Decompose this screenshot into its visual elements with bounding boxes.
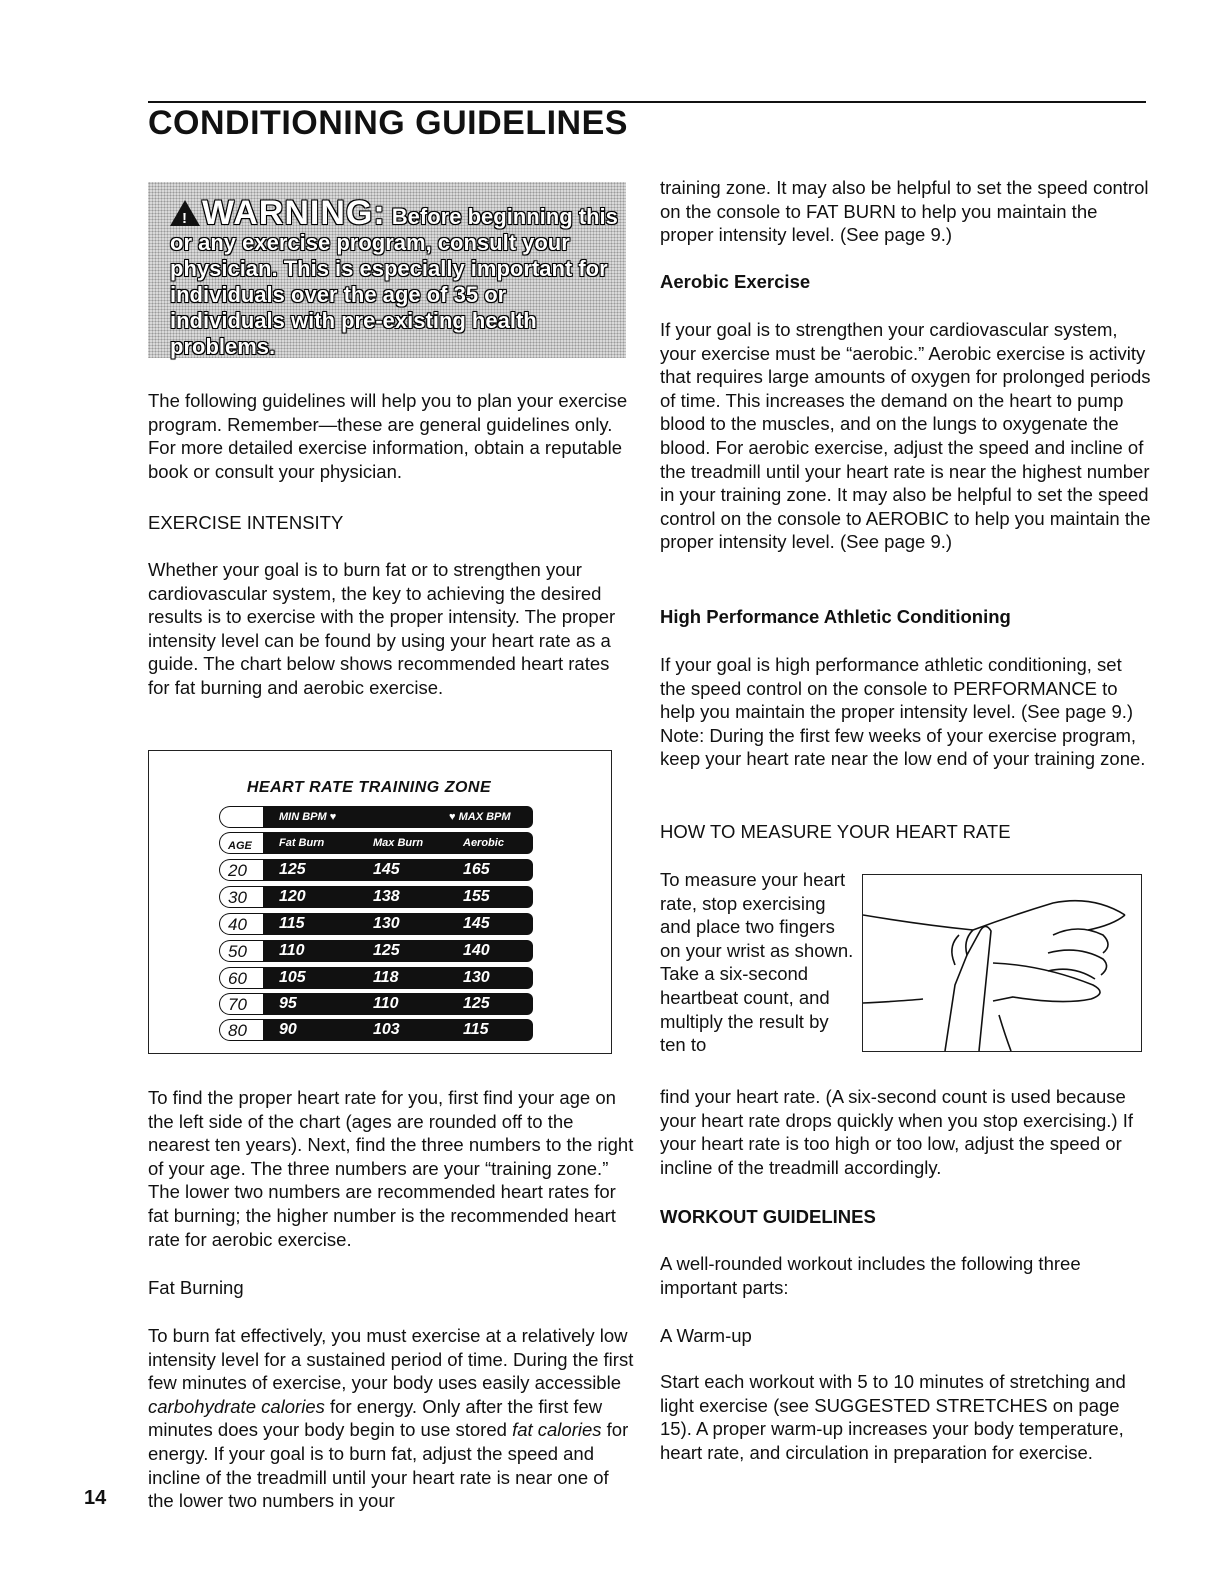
measure-heart-rate-heading: HOW TO MEASURE YOUR HEART RATE <box>660 821 1011 842</box>
exercise-intensity-heading: EXERCISE INTENSITY <box>148 512 344 533</box>
chart-column-header <box>219 832 604 854</box>
fat-burn-value: 115 <box>279 915 305 932</box>
chart-bpm-bar <box>263 806 533 828</box>
aerobic-value: 140 <box>463 942 490 959</box>
fat-burn-value: 125 <box>279 861 306 878</box>
fat-burn-value: 95 <box>279 995 297 1012</box>
min-bpm-label: MIN BPM ♥ <box>279 811 337 823</box>
row-age: 50 <box>219 940 267 962</box>
warm-up-paragraph: Start each workout with 5 to 10 minutes of stretching and light exercise (see SUGGESTED STRETCHES on page 15). A proper warm-up increases your body temperature, heart rate, and circulation in preparation for exercise. <box>660 1371 1126 1463</box>
measure-paragraph-narrow: To measure your heart rate, stop exercising and place two fingers on your wrist as shown. Take a six-second heartbeat count, and multiply the result by ten to <box>660 869 854 1056</box>
aerobic-value: 130 <box>463 969 490 986</box>
max-burn-value: 138 <box>373 888 400 905</box>
exercise-intensity-paragraph: Whether your goal is to burn fat or to strengthen your cardiovascular system, the key to achieving the desired results is to exercise with the proper intensity. The proper intensity level can be found by using your heart rate as a guide. The chart below shows recommended heart rates for fat burning and aerobic exercise. <box>148 559 616 698</box>
warm-up-heading: A Warm-up <box>660 1325 752 1346</box>
row-age: 60 <box>219 967 267 989</box>
row-age: 80 <box>219 1019 267 1041</box>
col-fat-burn: Fat Burn <box>279 837 325 849</box>
workout-guidelines-heading: WORKOUT GUIDELINES <box>660 1206 876 1227</box>
high-performance-heading: High Performance Athletic Conditioning <box>660 606 1011 627</box>
row-bar <box>263 967 533 989</box>
age-label-cell <box>219 832 267 854</box>
row-age: 40 <box>219 913 267 935</box>
aerobic-value: 165 <box>463 861 490 878</box>
row-age: 20 <box>219 859 267 881</box>
aerobic-paragraph: If your goal is to strengthen your cardiovascular system, your exercise must be “aerobic.” Aerobic exercise is activity that requires large amounts of oxygen for prolonged periods of time. This increases the demand on the heart to pump blood to the muscles, and on the lungs to oxygenate the blood. For aerobic exercise, adjust the speed and incline of the treadmill until your heart rate is near the highest number in your training zone. It may also be helpful to set the speed control on the console to AEROBIC to help you maintain the proper intensity level. (See page 9.) <box>660 319 1151 553</box>
fat-burn-value: 120 <box>279 888 306 905</box>
chart-row <box>219 859 604 881</box>
max-burn-value: 145 <box>373 861 400 878</box>
measure-paragraph-full: find your heart rate. (A six-second count is used because your heart rate drops quickly when you stop exercising.) If your heart rate is too high or too low, adjust the speed or incline of the treadmill accordingly. <box>660 1086 1134 1178</box>
warning-box <box>148 182 626 358</box>
aerobic-value: 145 <box>463 915 490 932</box>
fat-burn-value: 110 <box>279 942 305 959</box>
chart-row <box>219 1019 604 1041</box>
max-bpm-label: ♥ MAX BPM <box>449 811 511 823</box>
chart-bpm-header <box>219 806 604 828</box>
wrist-pulse-image <box>863 875 1141 1051</box>
aerobic-value: 125 <box>463 995 490 1012</box>
warning-body: Before beginning this or any exercise program, consult your physician. This is especially important for individuals over the age of 35 or individuals with pre-existing health problems. <box>170 204 618 359</box>
heart-rate-chart <box>148 750 612 1054</box>
intro-paragraph: The following guidelines will help you to plan your exercise program. Remember—these are general guidelines only. For more detailed exercise information, obtain a reputable book or consult your physician. <box>148 390 628 482</box>
warning-text <box>170 194 620 360</box>
fat-burn-continued-paragraph: training zone. It may also be helpful to set the speed control on the console to FAT BURN to help you maintain the proper intensity level. (See page 9.) <box>660 177 1149 246</box>
max-burn-value: 110 <box>373 995 399 1012</box>
chart-row <box>219 940 604 962</box>
row-age: 30 <box>219 886 267 908</box>
warning-triangle-icon <box>170 200 200 226</box>
chart-title: HEART RATE TRAINING ZONE <box>246 779 492 796</box>
title-rule <box>148 101 1146 103</box>
col-max-burn: Max Burn <box>373 837 424 849</box>
row-bar <box>263 886 533 908</box>
warning-word: WARNING: <box>202 194 386 232</box>
fat-burn-value: 105 <box>279 969 306 986</box>
high-performance-paragraph: If your goal is high performance athletic conditioning, set the speed control on the console to PERFORMANCE to help you maintain the proper intensity level. (See page 9.) Note: During the first few weeks of your exercise program, keep your heart rate near the low end of your training zone. <box>660 654 1146 770</box>
chart-row <box>219 993 604 1015</box>
max-burn-value: 118 <box>373 969 399 986</box>
chart-header-age-cell <box>219 806 267 828</box>
aerobic-heading: Aerobic Exercise <box>660 271 811 292</box>
page-number: 14 <box>84 1487 107 1509</box>
find-heart-rate-paragraph: To find the proper heart rate for you, first find your age on the left side of the chart (ages are rounded off to the nearest ten years). Next, find the three numbers to the right of your age. The three numbers are your “training zone.” The lower two numbers are recommended heart rates for fat burning; the higher number is the recommended heart rate for aerobic exercise. <box>148 1087 634 1250</box>
chart-row <box>219 913 604 935</box>
wrist-pulse-illustration <box>862 874 1142 1052</box>
column-header-bar <box>263 832 533 854</box>
fat-burning-paragraph: To burn fat effectively, you must exercise at a relatively low intensity level for a sustained period of time. During the first few minutes of exercise, your body uses easily accessible carbohydrate calories for energy. Only after the first few minutes does your body begin to use stored fat calories for energy. If your goal is to burn fat, adjust the speed and incline of the treadmill until your heart rate is near one of the lower two numbers in your <box>148 1325 634 1512</box>
row-bar <box>263 940 533 962</box>
age-label: AGE <box>228 840 252 852</box>
aerobic-value: 155 <box>463 888 490 905</box>
fat-burn-value: 90 <box>279 1021 297 1038</box>
row-bar <box>263 993 533 1015</box>
max-burn-value: 103 <box>373 1021 400 1038</box>
chart-row <box>219 886 604 908</box>
row-bar <box>263 913 533 935</box>
aerobic-value: 115 <box>463 1021 489 1038</box>
workout-guidelines-paragraph: A well-rounded workout includes the following three important parts: <box>660 1253 1081 1298</box>
row-bar <box>263 859 533 881</box>
page-title: CONDITIONING GUIDELINES <box>148 104 628 142</box>
chart-row <box>219 967 604 989</box>
col-aerobic: Aerobic <box>463 837 504 849</box>
max-burn-value: 130 <box>373 915 400 932</box>
fat-burning-heading: Fat Burning <box>148 1277 244 1298</box>
row-bar <box>263 1019 533 1041</box>
max-burn-value: 125 <box>373 942 400 959</box>
row-age: 70 <box>219 993 267 1015</box>
